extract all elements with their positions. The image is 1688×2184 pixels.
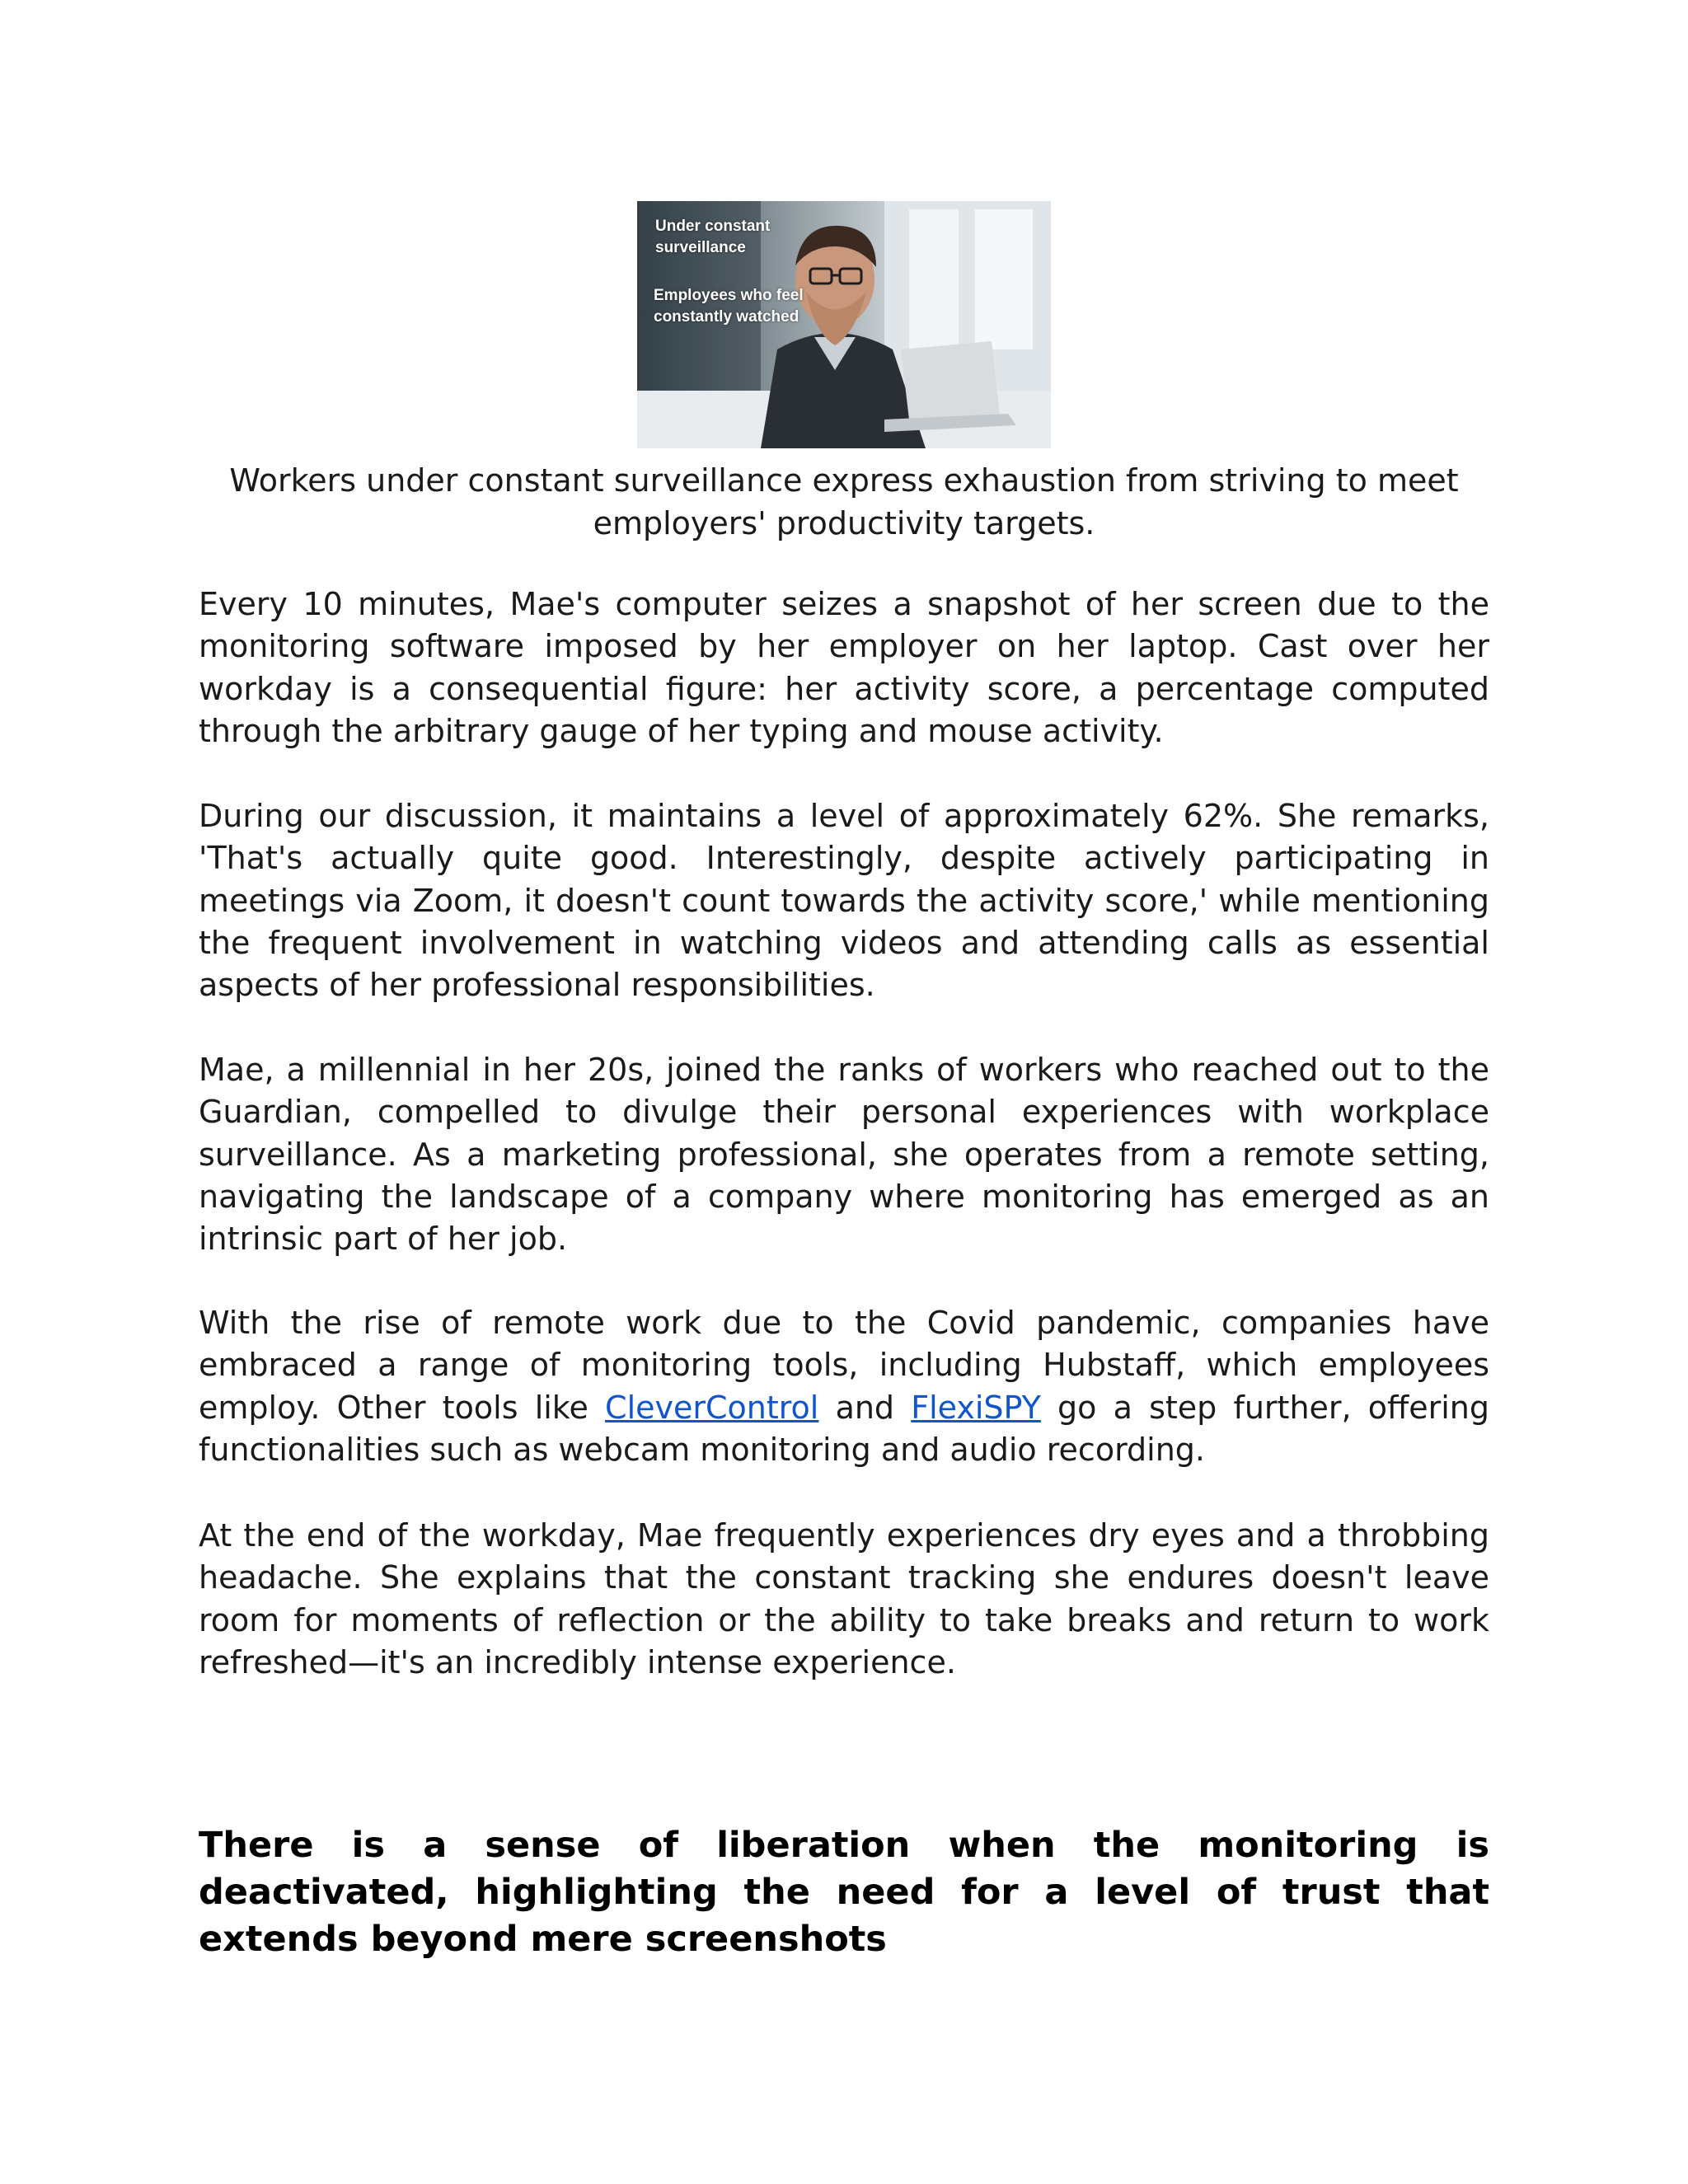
paragraph-activity-score: Every 10 minutes, Mae's computer seizes a snapshot of her screen due to the monitoring software imposed by her employer on her laptop. Cast over her workday is a consequential figure: her activity score, a percentage computed through the arbitrary gauge of her typing and mouse activity. (199, 586, 1489, 749)
paragraph-text: and (818, 1389, 912, 1426)
paragraph-end-of-workday: At the end of the workday, Mae frequently experiences dry eyes and a throbbing headache. She explains that the constant tracking she endures doesn't leave room for moments of reflection or the ability to take breaks and return to work refreshed—it's an incredibly intense experience. (199, 1517, 1489, 1680)
flexispy-link[interactable]: FlexiSPY (911, 1389, 1041, 1426)
photo-overlay-title: Under constant surveillance (655, 218, 771, 256)
section-heading: There is a sense of liberation when the monitoring is deactivated, highlighting the need for a level of trust that extends beyond mere screenshots (199, 1825, 1489, 1960)
paragraph-monitoring-tools (199, 1302, 1489, 1471)
clevercontrol-link[interactable]: CleverControl (605, 1389, 819, 1426)
paragraph-discussion: During our discussion, it maintains a level of approximately 62%. She remarks, 'That's actually quite good. Interestingly, despite actively participating in meetings via Zoom, it doesn't count towards the activity score,' while mentioning the frequent involvement in watching videos and attending calls as essential aspects of her professional responsibilities. (199, 798, 1489, 1004)
paragraph-text: With the rise of remote work due to the Covid pandemic, companies have embraced a range of monitoring tools, including Hubstaff, which employees employ. Other tools like (199, 1305, 1489, 1426)
paragraph-text: go a step further, offering functionalities such as webcam monitoring and audio recording. (199, 1389, 1489, 1468)
photo-credit: fxnews36@gmail.com (639, 437, 728, 447)
paragraph-mae-background: Mae, a millennial in her 20s, joined the ranks of workers who reached out to the Guardian, compelled to divulge their personal experiences with workplace surveillance. As a marketing professional, she operates from a remote setting, navigating the landscape of a company where monitoring has emerged as an intrinsic part of her job. (199, 1052, 1489, 1258)
article-photo (637, 201, 1051, 448)
photo-overlay-subtitle: Employees who feel constantly watched (654, 287, 804, 326)
photo-caption: Workers under constant surveillance express exhaustion from striving to meet employers' productivity targets. (229, 462, 1459, 541)
